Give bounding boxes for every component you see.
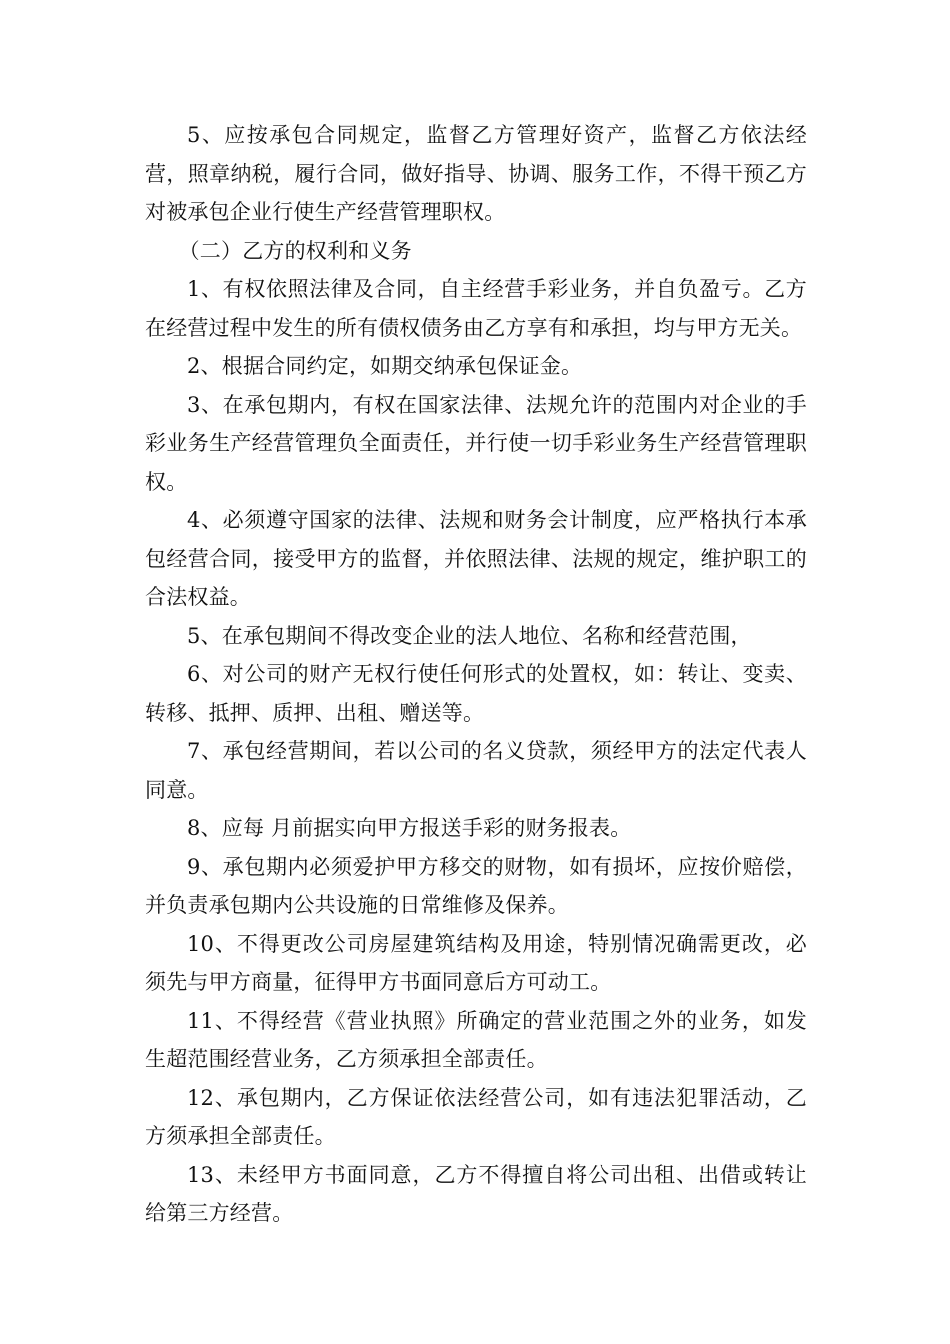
paragraph-party-b-12: 12、承包期内，乙方保证依法经营公司，如有违法犯罪活动，乙方须承担全部责任。 (145, 1085, 807, 1148)
paragraph-party-b-5: 5、在承包期间不得改变企业的法人地位、名称和经营范围， (187, 623, 752, 648)
paragraph-party-b-8: 8、应每 月前据实向甲方报送手彩的财务报表。 (187, 816, 632, 840)
paragraph-party-a-duty-5: 5、应按承包合同规定，监督乙方管理好资产，监督乙方依法经营，照章纳税，履行合同，做好指导、协调、服务工作，不得干预乙方对被承包企业行使生产经营管理职权。 (145, 123, 807, 224)
paragraph-party-b-6: 6、对公司的财产无权行使任何形式的处置权，如：转让、变卖、转移、抵押、质押、出租、赠送等。 (145, 662, 807, 725)
paragraph-party-b-3: 3、在承包期内，有权在国家法律、法规允许的范围内对企业的手彩业务生产经营管理负全面责任，并行使一切手彩业务生产经营管理职权。 (145, 392, 807, 494)
paragraph-party-b-10: 10、不得更改公司房屋建筑结构及用途，特别情况确需更改，必须先与甲方商量，征得甲方书面同意后方可动工。 (145, 931, 807, 994)
paragraph-party-b-4: 4、必须遵守国家的法律、法规和财务会计制度，应严格执行本承包经营合同，接受甲方的监督，并依照法律、法规的规定，维护职工的合法权益。 (145, 508, 807, 609)
paragraph-party-b-13: 13、未经甲方书面同意，乙方不得擅自将公司出租、出借或转让给第三方经营。 (145, 1162, 807, 1225)
paragraph-party-b-2: 2、根据合同约定，如期交纳承包保证金。 (187, 354, 583, 378)
paragraph-party-b-7: 7、承包经营期间，若以公司的名义贷款，须经甲方的法定代表人同意。 (145, 739, 807, 802)
section-heading-party-b-rights: （二）乙方的权利和义务 (178, 238, 412, 263)
paragraph-party-b-11: 11、不得经营《营业执照》所确定的营业范围之外的业务，如发生超范围经营业务，乙方须承担全部责任。 (145, 1008, 807, 1071)
document-body (145, 116, 807, 1233)
paragraph-party-b-9: 9、承包期内必须爱护甲方移交的财物，如有损坏，应按价赔偿，并负责承包期内公共设施的日常维修及保养。 (145, 854, 807, 917)
paragraph-party-b-1: 1、有权依照法律及合同，自主经营手彩业务，并自负盈亏。乙方在经营过程中发生的所有债权债务由乙方享有和承担，均与甲方无关。 (145, 277, 807, 340)
